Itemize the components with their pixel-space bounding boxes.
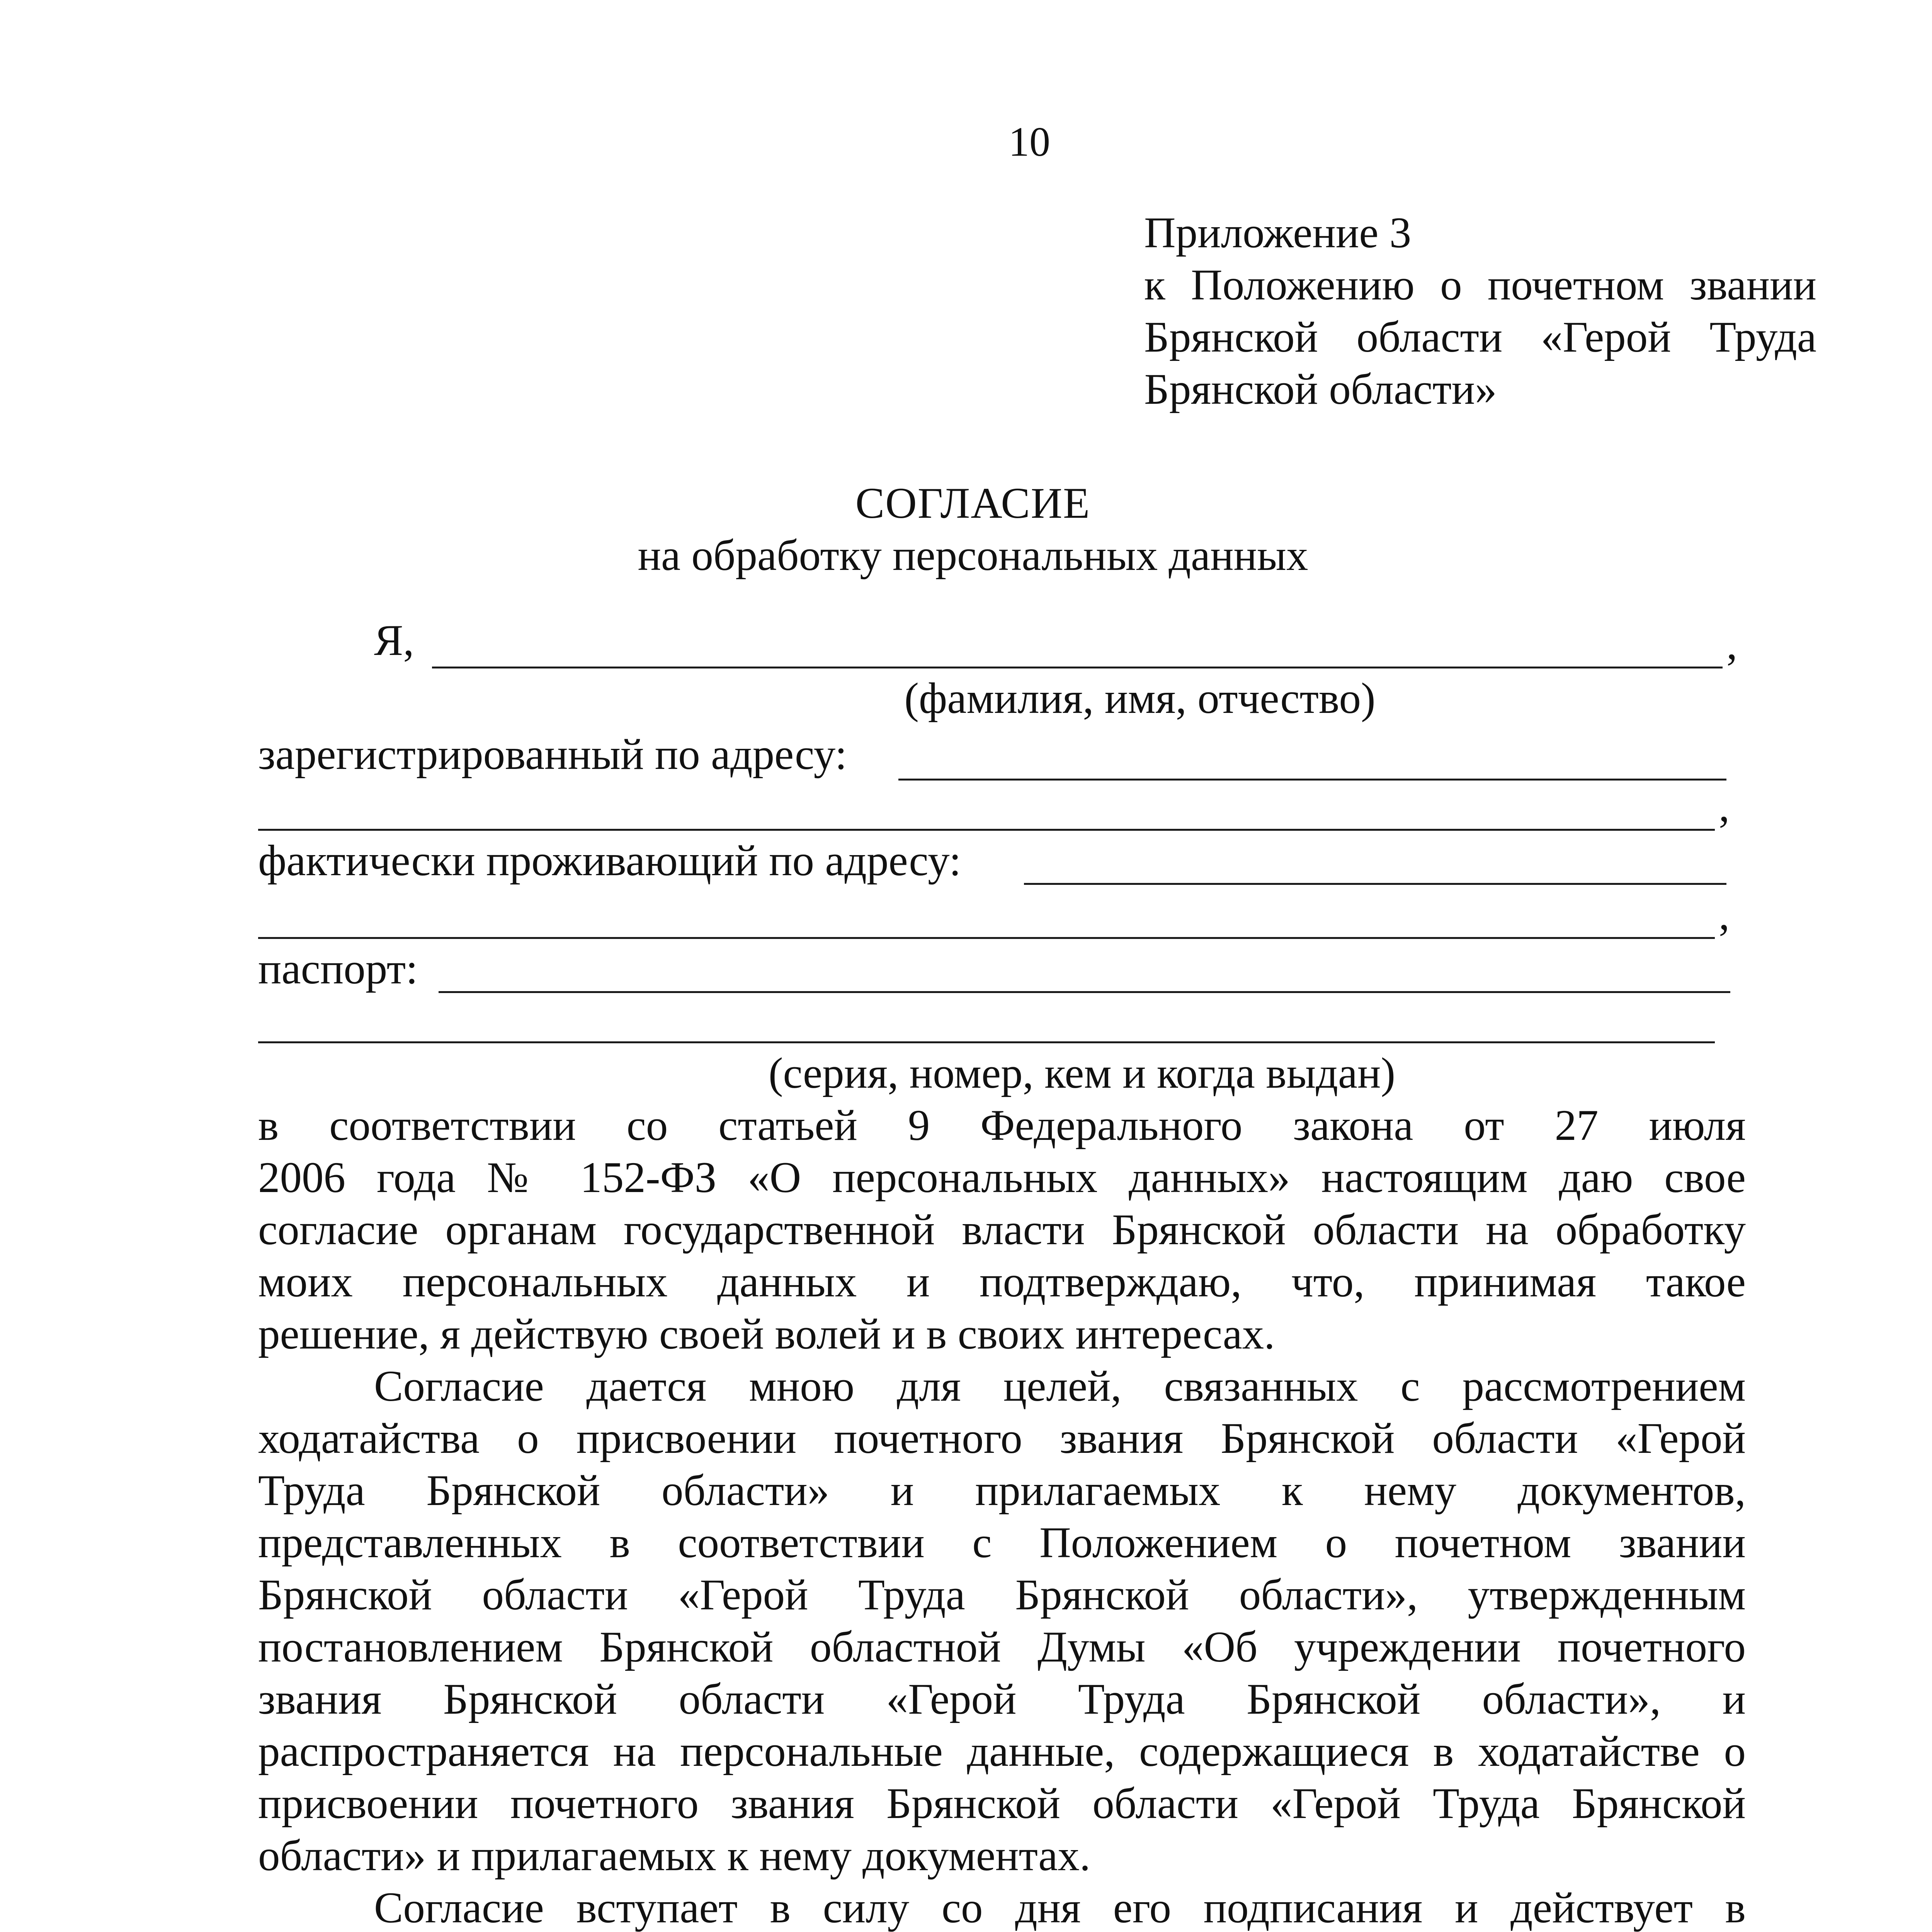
page-number: 10 bbox=[1009, 119, 1050, 165]
text-line: Труда Брянской области» и прилагаемых к нему документов, bbox=[258, 1466, 1746, 1515]
annex-line: Приложение 3 bbox=[1144, 209, 1412, 257]
registered-address-field-2[interactable] bbox=[258, 790, 1715, 831]
i-label: Я, bbox=[374, 616, 414, 665]
actual-address-label: фактически проживающий по адресу: bbox=[258, 837, 961, 885]
registered-address-field[interactable] bbox=[898, 740, 1726, 781]
fio-field[interactable] bbox=[432, 628, 1723, 668]
text-line: присвоении почетного звания Брянской области «Герой Труда Брянской bbox=[258, 1779, 1746, 1828]
annex-line: к Положению о почетном звании bbox=[1144, 261, 1816, 309]
fio-comma: , bbox=[1726, 620, 1738, 668]
annex-line: Брянской области» bbox=[1144, 365, 1497, 413]
actual-address-field[interactable] bbox=[1024, 844, 1726, 885]
paragraph-purpose bbox=[258, 1360, 1746, 1882]
text-line: Согласие дается мною для целей, связанных с рассмотрением bbox=[374, 1362, 1746, 1410]
registered-address-label: зарегистрированный по адресу: bbox=[258, 730, 847, 779]
actual-address-field-2[interactable] bbox=[258, 898, 1715, 939]
text-line: в соответствии со статьей 9 Федерального закона от 27 июля bbox=[258, 1101, 1746, 1150]
text-line: звания Брянской области «Герой Труда Брянской области», и bbox=[258, 1675, 1746, 1723]
annex-reference bbox=[1144, 207, 1816, 415]
fio-caption: (фамилия, имя, отчество) bbox=[904, 674, 1376, 723]
passport-caption: (серия, номер, кем и когда выдан) bbox=[768, 1049, 1396, 1097]
text-line: решение, я действую своей волей и в своих интересах. bbox=[258, 1310, 1275, 1358]
passport-field[interactable] bbox=[439, 952, 1730, 993]
paragraph-validity bbox=[258, 1882, 1746, 1932]
text-line: 2006 года № 152-ФЗ «О персональных данных» настоящим даю свое bbox=[258, 1153, 1746, 1202]
annex-line: Брянской области «Герой Труда bbox=[1144, 313, 1816, 361]
document-subtitle: на обработку персональных данных bbox=[638, 531, 1308, 580]
text-line: распространяется на персональные данные, содержащиеся в ходатайстве о bbox=[258, 1727, 1746, 1776]
text-line: моих персональных данных и подтверждаю, что, принимая такое bbox=[258, 1258, 1746, 1306]
actual-comma: , bbox=[1719, 891, 1730, 939]
text-line: представленных в соответствии с Положением о почетном звании bbox=[258, 1519, 1746, 1567]
passport-label: паспорт: bbox=[258, 945, 418, 993]
text-line: ходатайства о присвоении почетного звания Брянской области «Герой bbox=[258, 1414, 1746, 1463]
text-line: согласие органам государственной власти Брянской области на обработку bbox=[258, 1206, 1746, 1254]
text-line: Брянской области «Герой Труда Брянской области», утвержденным bbox=[258, 1571, 1746, 1619]
document-title: СОГЛАСИЕ bbox=[855, 479, 1091, 527]
paragraph-consent bbox=[258, 1099, 1746, 1360]
text-line: Согласие вступает в силу со дня его подписания и действует в bbox=[374, 1884, 1746, 1932]
registered-comma: , bbox=[1719, 782, 1730, 831]
passport-field-2[interactable] bbox=[258, 1003, 1715, 1043]
text-line: постановлением Брянской областной Думы «Об учреждении почетного bbox=[258, 1623, 1746, 1671]
text-line: области» и прилагаемых к нему документах. bbox=[258, 1832, 1091, 1880]
